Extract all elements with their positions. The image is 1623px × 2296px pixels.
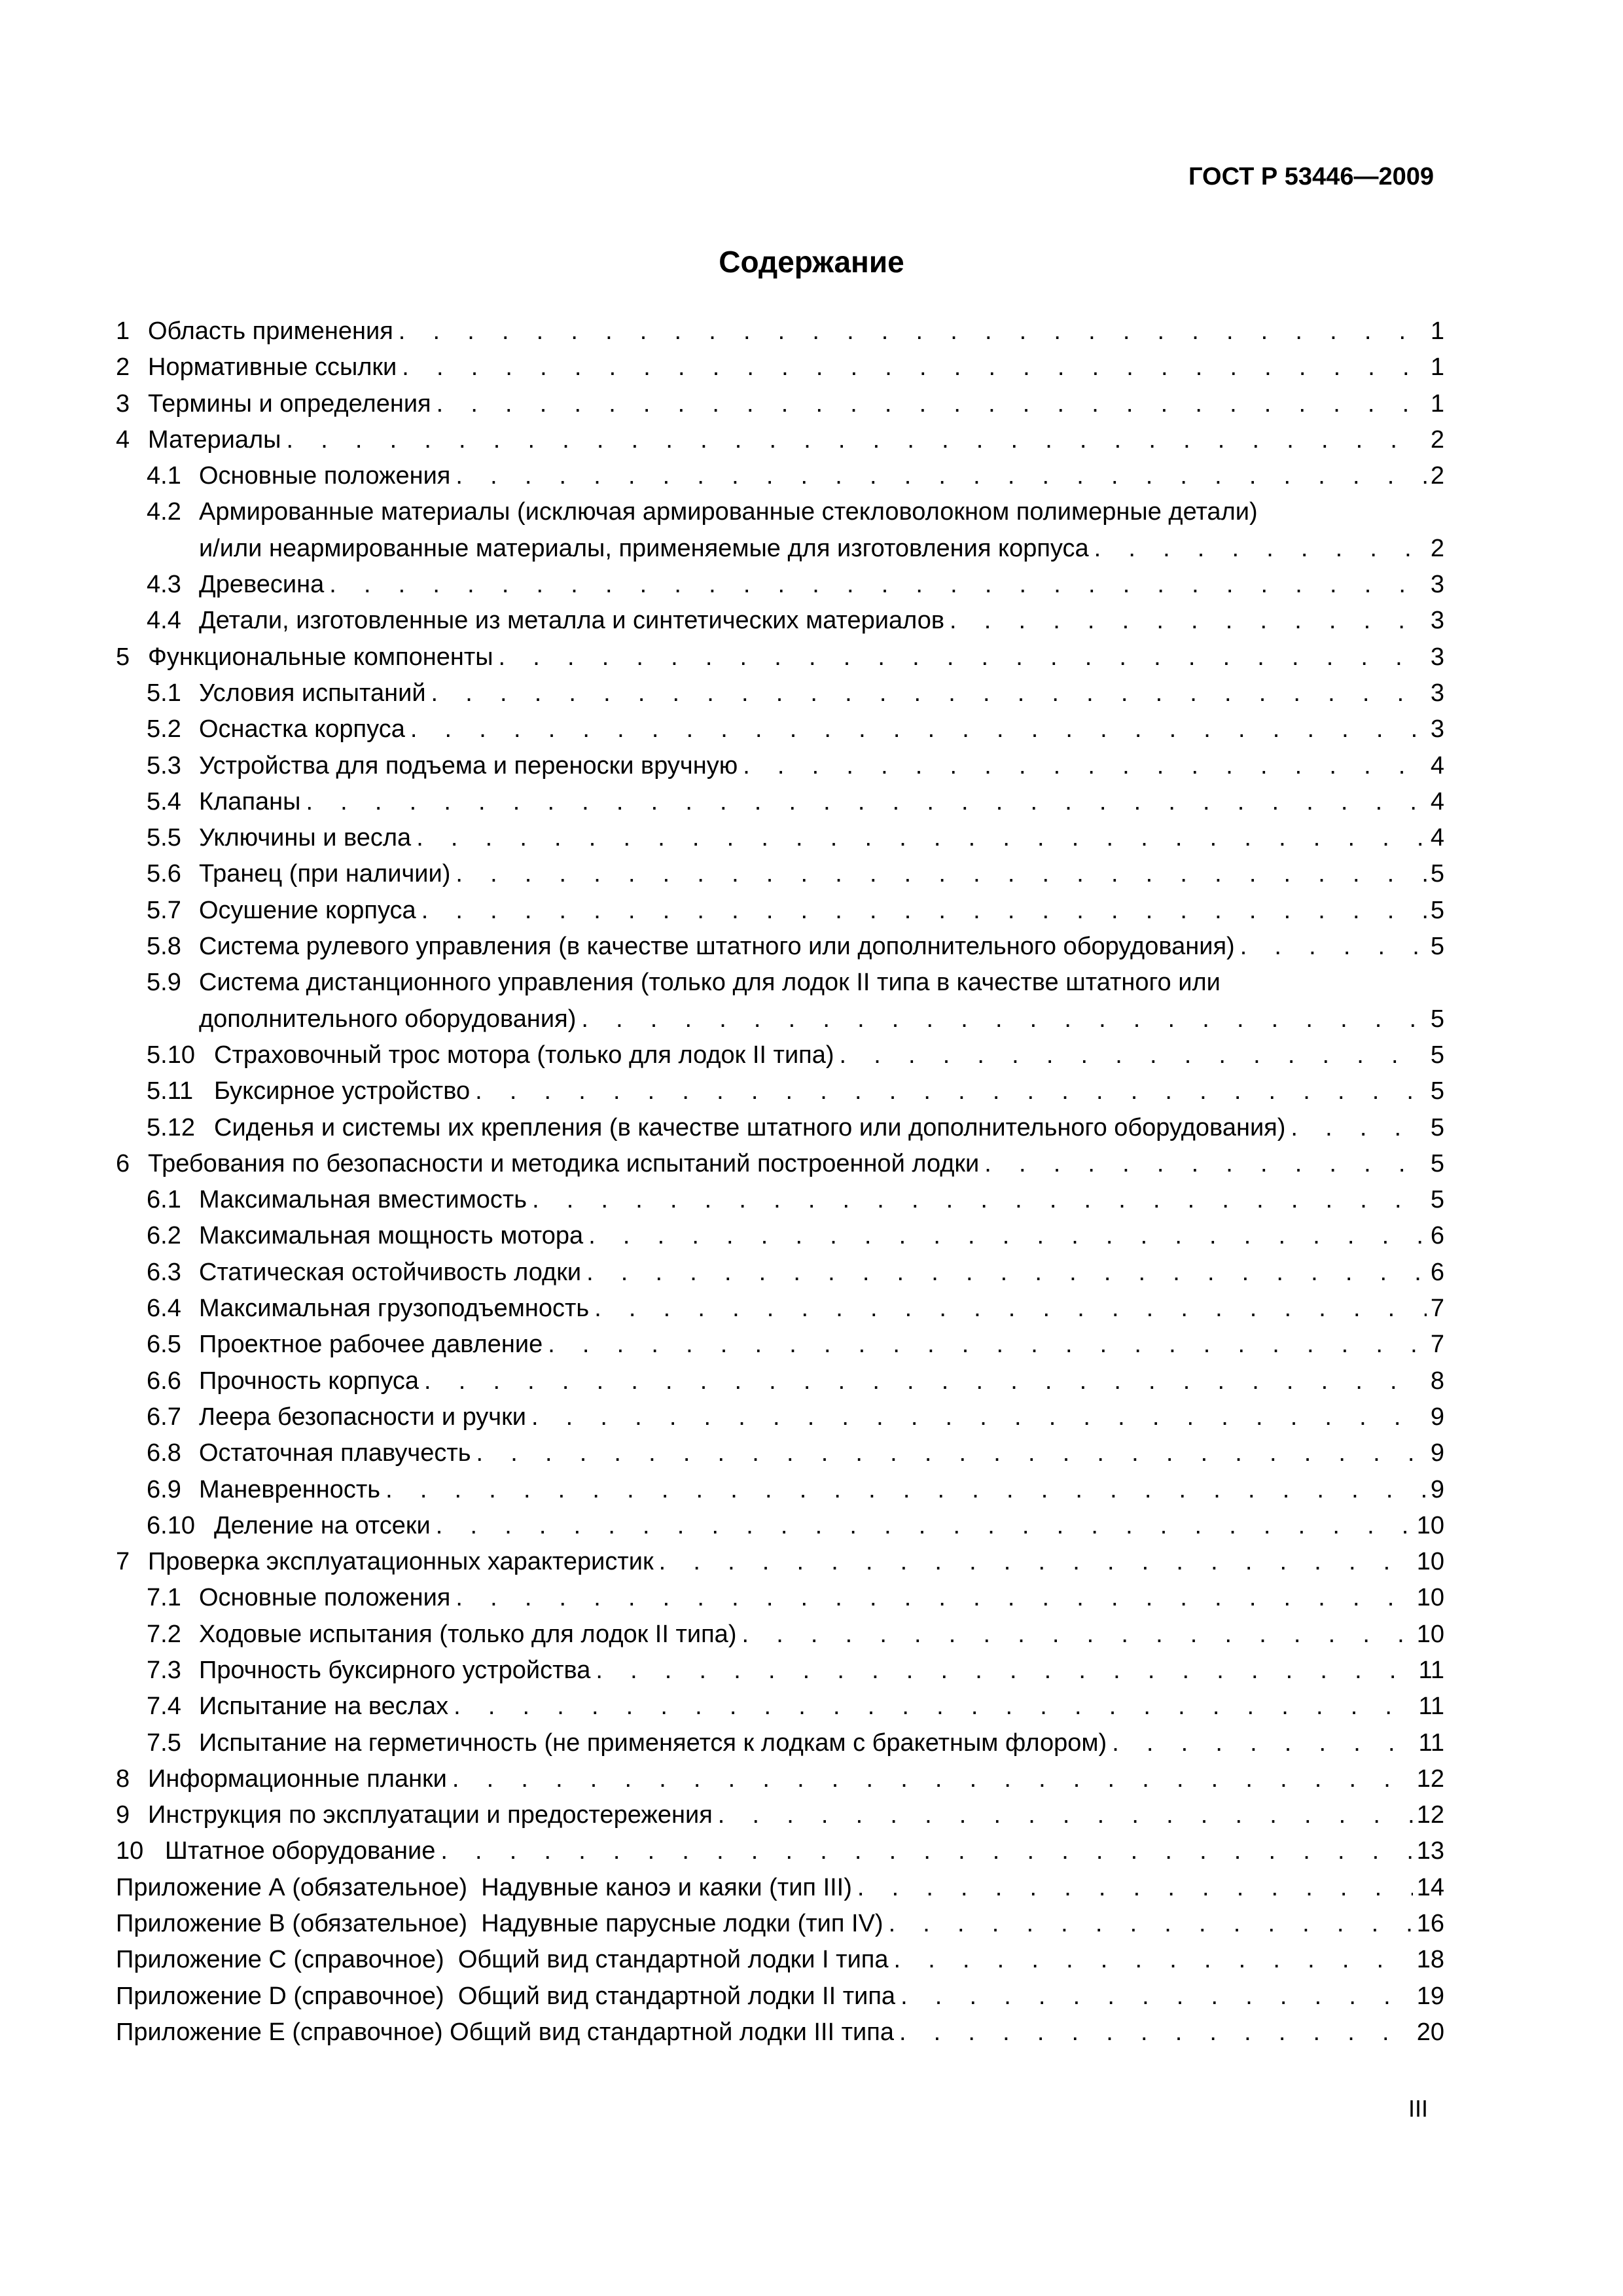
toc-entry-page: 2 [1430,462,1444,490]
toc-entry-continuation[interactable] [116,1001,1444,1037]
toc-entry[interactable] [116,350,1444,386]
toc-entry[interactable] [116,1291,1444,1327]
toc-entry-page: 2 [1430,534,1444,562]
document-code: ГОСТ Р 53446—2009 [1188,163,1434,190]
toc-heading: Содержание [719,245,904,279]
toc-entry-title: Основные положения [199,1584,451,1612]
toc-entry[interactable] [116,784,1444,820]
toc-entry-title: Оснастка корпуса [199,715,405,744]
toc-entry[interactable] [116,965,1444,1001]
toc-leader [416,820,1427,856]
toc-entry-page: 6 [1430,1258,1444,1286]
toc-leader [532,1182,1427,1218]
toc-entry-page: 12 [1416,1801,1444,1829]
toc-entry-number: 5.5 [147,824,181,852]
toc-leader [440,1833,1412,1869]
toc-entry[interactable] [116,639,1444,675]
toc-leader [901,1979,1413,2015]
toc-entry-number: 5.6 [147,860,181,888]
toc-entry-page: 5 [1430,896,1444,924]
toc-entry[interactable] [116,1653,1444,1689]
toc-entry-title: Уключины и весла [199,824,412,852]
toc-entry-number: 1 [116,317,130,345]
toc-leader [286,422,1426,458]
toc-entry[interactable] [116,603,1444,639]
toc-entry-title: дополнительного оборудования) [199,1005,577,1033]
toc-leader [455,1580,1412,1616]
toc-entry-page: 5 [1430,1077,1444,1105]
toc-entry-page: 10 [1416,1584,1444,1612]
toc-entry-number: 6.2 [147,1222,181,1250]
toc-entry-title: Приложение D (справочное) Общий вид стандартной лодки II типа [116,1982,896,2010]
toc-entry-title: Транец (при наличии) [199,860,451,888]
toc-entry-page: 4 [1430,787,1444,816]
toc-leader [718,1797,1413,1833]
toc-leader [950,603,1427,639]
toc-entry-title: Максимальная грузоподъемность [199,1295,590,1323]
toc-entry-number: 7.2 [147,1620,181,1648]
toc-leader [329,567,1427,603]
toc-entry-number: 10 [116,1837,144,1865]
toc-entry-page: 14 [1416,1873,1444,1901]
toc-entry-number: 6.8 [147,1439,181,1467]
toc-entry-number: 5.4 [147,787,181,816]
toc-leader [421,893,1427,929]
toc-entry-title: Система дистанционного управления (только для лодок II типа в качестве штатного или [199,969,1221,997]
toc-entry-number: 4.2 [147,498,181,526]
toc-entry[interactable] [116,893,1444,929]
toc-leader [1240,929,1427,965]
toc-entry-title: Максимальная мощность мотора [199,1222,584,1250]
toc-entry-number: 5.3 [147,751,181,780]
toc-entry[interactable] [116,1073,1444,1109]
toc-entry-number: 5.1 [147,679,181,707]
toc-entry-appendix[interactable] [116,1870,1444,1906]
toc-entry-page: 3 [1430,571,1444,599]
toc-entry[interactable] [116,748,1444,784]
toc-entry[interactable] [116,675,1444,711]
toc-entry-number: 6.6 [147,1367,181,1395]
toc-entry-title: Ходовые испытания (только для лодок II типа) [199,1620,737,1648]
toc-entry-number: 2 [116,353,130,382]
toc-entry[interactable] [116,1761,1444,1797]
toc-entry-title: Устройства для подъема и переноски вручную [199,751,738,780]
toc-entry-title: Остаточная плавучесть [199,1439,471,1467]
toc-entry[interactable] [116,1399,1444,1435]
toc-entry-page: 4 [1430,751,1444,780]
toc-entry-page: 11 [1418,1729,1444,1757]
toc-leader [436,1508,1413,1544]
toc-entry[interactable] [116,1110,1444,1146]
toc-entry-number: 5.7 [147,896,181,924]
toc-entry-number: 5.10 [147,1041,195,1069]
toc-entry-number: 7.4 [147,1693,181,1721]
toc-entry-title: Испытание на герметичность (не применяется к лодкам с бракетным флором) [199,1729,1107,1757]
toc-entry-title: Буксирное устройство [214,1077,471,1105]
toc-entry-page: 1 [1430,389,1444,418]
toc-entry-page: 2 [1430,425,1444,454]
toc-entry-title: Испытание на веслах [199,1693,449,1721]
toc-entry[interactable] [116,1689,1444,1725]
toc-entry-title: Осушение корпуса [199,896,416,924]
toc-entry-page: 7 [1430,1295,1444,1323]
toc-entry-appendix[interactable] [116,1942,1444,1978]
toc-leader [857,1870,1413,1906]
toc-entry[interactable] [116,1435,1444,1471]
toc-entry-title: Детали, изготовленные из металла и синтетических материалов [199,607,945,635]
toc-entry-page: 12 [1416,1765,1444,1793]
toc-entry[interactable] [116,1797,1444,1833]
toc-leader [743,748,1427,784]
toc-leader [452,1761,1413,1797]
toc-leader [454,1689,1414,1725]
toc-leader [596,1653,1414,1689]
toc-entry-title: и/или неармированные материалы, применяемые для изготовления корпуса [199,534,1089,562]
toc-entry-title: Клапаны [199,787,301,816]
toc-entry-page: 3 [1430,679,1444,707]
toc-entry-page: 13 [1416,1837,1444,1865]
toc-entry-appendix[interactable] [116,1979,1444,2015]
toc-entry-page: 5 [1430,1113,1444,1141]
toc-entry[interactable] [116,1327,1444,1363]
toc-entry[interactable] [116,1508,1444,1544]
toc-entry-number: 5.2 [147,715,181,744]
toc-entry-number: 5.12 [147,1113,195,1141]
toc-leader [581,1001,1427,1037]
toc-entry[interactable] [116,1182,1444,1218]
toc-entry-number: 4 [116,425,130,454]
toc-leader [1291,1110,1426,1146]
toc-leader [984,1146,1427,1182]
toc-entry[interactable] [116,820,1444,856]
toc-entry-page: 9 [1430,1439,1444,1467]
toc-entry[interactable] [116,422,1444,458]
toc-entry-number: 7.3 [147,1656,181,1684]
toc-leader [399,314,1427,350]
toc-entry[interactable] [116,1218,1444,1254]
toc-leader [410,711,1427,747]
toc-entry-page: 10 [1416,1548,1444,1576]
toc-leader [402,350,1427,386]
toc-entry-page: 5 [1430,1041,1444,1069]
toc-entry-title: Приложение А (обязательное) Надувные каноэ и каяки (тип III) [116,1873,852,1901]
toc-entry-page: 3 [1430,643,1444,671]
toc-entry-title: Статическая остойчивость лодки [199,1258,582,1286]
toc-entry-page: 5 [1430,1149,1444,1177]
toc-entry-number: 5.11 [147,1077,194,1105]
toc-entry[interactable] [116,458,1444,494]
table-of-contents [116,314,1444,2051]
toc-entry-title: Проверка эксплуатационных характеристик [148,1548,654,1576]
toc-entry-number: 8 [116,1765,130,1793]
toc-entry-number: 6.9 [147,1475,181,1503]
toc-entry-page: 1 [1430,317,1444,345]
toc-entry-title: Основные положения [199,462,451,490]
toc-leader [741,1617,1412,1653]
toc-leader [475,1073,1427,1109]
toc-entry[interactable] [116,1544,1444,1580]
toc-entry-title: Термины и определения [148,389,431,418]
toc-leader [455,856,1426,892]
toc-entry-page: 4 [1430,824,1444,852]
toc-entry-page: 5 [1430,1005,1444,1033]
toc-entry-page: 7 [1430,1331,1444,1359]
toc-leader [1112,1725,1414,1761]
toc-entry-page: 9 [1430,1475,1444,1503]
toc-entry[interactable] [116,386,1444,422]
toc-leader [531,1399,1427,1435]
toc-entry-continuation[interactable] [116,531,1444,567]
toc-leader [476,1435,1427,1471]
toc-entry-title: Материалы [148,425,281,454]
toc-entry-title: Армированные материалы (исключая армированные стекловолокном полимерные детали) [199,498,1258,526]
toc-leader [586,1255,1427,1291]
toc-entry-page: 11 [1418,1656,1444,1684]
toc-leader [437,386,1427,422]
toc-entry[interactable] [116,494,1444,530]
toc-entry-number: 6.3 [147,1258,181,1286]
toc-entry-number: 5.8 [147,933,181,961]
toc-entry-number: 3 [116,389,130,418]
toc-entry-page: 1 [1430,353,1444,382]
toc-entry-page: 10 [1416,1620,1444,1648]
toc-entry[interactable] [116,1725,1444,1761]
toc-leader [455,458,1426,494]
toc-entry-page: 5 [1430,933,1444,961]
toc-entry-number: 9 [116,1801,130,1829]
toc-entry-title: Условия испытаний [199,679,426,707]
toc-entry-number: 5.9 [147,969,181,997]
toc-entry-title: Функциональные компоненты [148,643,493,671]
toc-entry-number: 4.3 [147,571,181,599]
toc-entry-page: 5 [1430,860,1444,888]
toc-leader [588,1218,1427,1254]
toc-leader [499,639,1427,675]
toc-entry-number: 6.4 [147,1295,181,1323]
toc-entry-page: 19 [1416,1982,1444,2010]
toc-entry-title: Деление на отсеки [214,1511,431,1539]
toc-entry-page: 6 [1430,1222,1444,1250]
toc-entry-number: 7.5 [147,1729,181,1757]
page-number: III [1408,2095,1428,2122]
toc-entry-title: Максимальная вместимость [199,1186,527,1214]
toc-entry[interactable] [116,1580,1444,1616]
toc-entry-number: 7 [116,1548,130,1576]
toc-entry[interactable] [116,1833,1444,1869]
toc-entry-title: Инструкция по эксплуатации и предостережения [148,1801,713,1829]
toc-entry-title: Требования по безопасности и методика испытаний построенной лодки [148,1149,980,1177]
toc-entry-title: Маневренность [199,1475,381,1503]
toc-entry-page: 3 [1430,715,1444,744]
toc-entry-number: 5 [116,643,130,671]
toc-entry-page: 20 [1416,2018,1444,2046]
toc-leader [385,1472,1427,1508]
toc-leader [431,675,1427,711]
toc-leader [1094,531,1427,567]
toc-entry-title: Леера безопасности и ручки [199,1403,526,1431]
toc-leader [424,1363,1427,1399]
toc-entry-title: Приложение Е (справочное) Общий вид стандартной лодки III типа [116,2018,894,2046]
toc-entry-page: 11 [1418,1693,1444,1721]
toc-entry-page: 5 [1430,1186,1444,1214]
toc-entry-page: 8 [1430,1367,1444,1395]
toc-entry-page: 9 [1430,1403,1444,1431]
toc-entry-page: 18 [1416,1946,1444,1974]
toc-entry-title: Прочность корпуса [199,1367,419,1395]
toc-entry[interactable] [116,1472,1444,1508]
toc-leader [840,1037,1427,1073]
toc-leader [306,784,1426,820]
toc-entry-title: Область применения [148,317,393,345]
toc-entry[interactable] [116,929,1444,965]
toc-entry[interactable] [116,711,1444,747]
toc-entry-title: Прочность буксирного устройства [199,1656,591,1684]
toc-entry-page: 10 [1416,1511,1444,1539]
toc-leader [894,1942,1413,1978]
toc-entry-title: Нормативные ссылки [148,353,397,382]
toc-entry-title: Древесина [199,571,325,599]
toc-entry-title: Страховочный трос мотора (только для лодок II типа) [214,1041,834,1069]
toc-entry-title: Приложение В (обязательное) Надувные парусные лодки (тип IV) [116,1910,883,1938]
toc-entry-number: 4.4 [147,607,181,635]
toc-entry-number: 6.10 [147,1511,195,1539]
toc-entry[interactable] [116,1617,1444,1653]
toc-entry[interactable] [116,1363,1444,1399]
toc-entry-title: Информационные планки [148,1765,447,1793]
toc-leader [889,1906,1413,1942]
toc-entry-title: Проектное рабочее давление [199,1331,543,1359]
toc-entry[interactable] [116,567,1444,603]
toc-entry-number: 4.1 [147,462,181,490]
toc-entry-number: 6.5 [147,1331,181,1359]
toc-entry-title: Приложение С (справочное) Общий вид стандартной лодки I типа [116,1946,889,1974]
toc-entry-appendix[interactable] [116,2015,1444,2051]
toc-entry-title: Сиденья и системы их крепления (в качестве штатного или дополнительного оборудования) [214,1113,1286,1141]
toc-entry[interactable] [116,1037,1444,1073]
toc-entry[interactable] [116,1146,1444,1182]
toc-entry-page: 16 [1416,1910,1444,1938]
toc-entry[interactable] [116,314,1444,350]
toc-entry-title: Система рулевого управления (в качестве штатного или дополнительного оборудования) [199,933,1235,961]
toc-leader [548,1327,1427,1363]
toc-leader [899,2015,1413,2051]
toc-entry-number: 6.1 [147,1186,181,1214]
toc-entry-title: Штатное оборудование [165,1837,436,1865]
toc-entry-number: 7.1 [147,1584,181,1612]
toc-entry-number: 6.7 [147,1403,181,1431]
toc-leader [659,1544,1413,1580]
toc-entry-number: 6 [116,1149,130,1177]
toc-entry-page: 3 [1430,607,1444,635]
toc-entry-appendix[interactable] [116,1906,1444,1942]
toc-entry[interactable] [116,856,1444,892]
toc-leader [594,1291,1427,1327]
toc-entry[interactable] [116,1255,1444,1291]
